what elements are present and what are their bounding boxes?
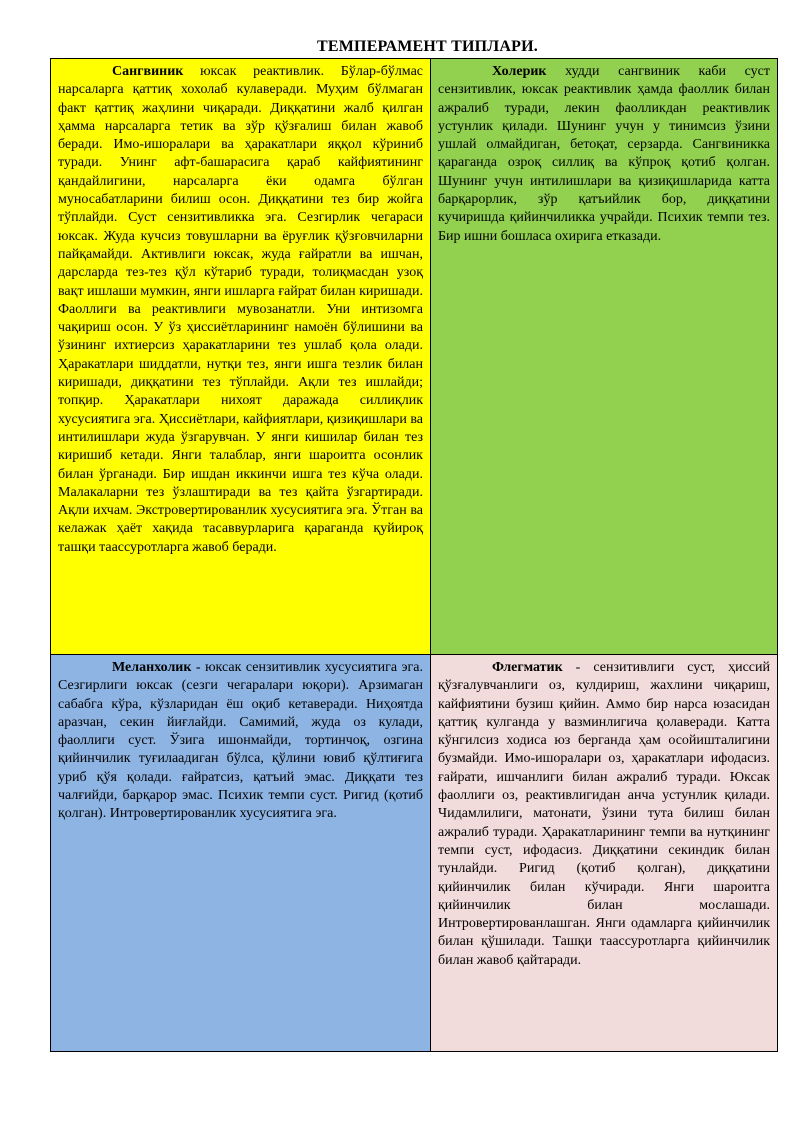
cell-phlegmatic	[431, 655, 778, 1052]
choleric-description: худди сангвиник каби суст сензитивлик, юксак реактивлик ҳамда фаоллик билан ажралиб туради, лекин фаолликдан реактивлик устунлик қилади. Шунинг учун у тинимсиз ўзини ушлай олмайдиган, бетоқат, серзарда. Сангвиникка қараганда озроқ силлиқ ва кўпроқ қотиб қолган. Шунинг учун интилишлари ва қизиқишларида катта барқарорлик, зўр қатъийлик бор, диққатини кучиришда қийинчиликка учрайди. Психик темпи тез. Бир ишни бошласа охирига етказади.	[438, 64, 770, 244]
choleric-paragraph	[438, 63, 770, 246]
melancholic-heading: Меланхолик	[112, 660, 192, 675]
melancholic-paragraph	[58, 659, 423, 824]
sanguine-heading: Сангвиник	[112, 64, 184, 79]
sanguine-description: юксак реактивлик. Бўлар-бўлмас нарсаларга қаттиқ хохолаб кулаверади. Муҳим бўлмаган факт қаттиқ жаҳлини чиқаради. Диққатини жалб қилган ҳамма нарсаларга тетик ва зўр қўзғалиш билан жавоб беради. Имо-ишоралари ва ҳаракатлари яққол кўриниб туради. Унинг афт-башарасига қараб кайфиятининг қандайлигини, нарсаларга ёки одамга бўлган муносабатларини билиш осон. Диққатини тез бир жойга тўплайди. Суст сензитивликка эга. Сезгирлик чегараси юксак. Жуда кучсиз товушларни ва ёруғлик қўзғовчиларни пайқамайди. Активлиги юксак, жуда ғайратли ва ишчан, дарсларда тез-тез қўл кўтариб туради, толиқмасдан узоқ вақт ишлаши мумкин, янги ишларга ғайрат билан киришади. Фаоллиги ва реактивлиги мувозанатли. Уни интизомга чақириш осон. У ўз ҳиссиётларининг намоён бўлишини ва ўзининг ихтиерсиз ҳаракатларини тез ушлаб қола олади. Ҳаракатлари шиддатли, нутқи тез, янги ишга тезлик билан киришади, диққатини тез тўплайди. Ақли тез ишлайди; топқир. Ҳаракатлари нихоят даражада силлиқлик хусусиятига эга. Ҳиссиётлари, кайфиятлари, қизиқишлари ва интилишлари жуда ўзгарувчан. У янги кишилар билан тез киришиб кетади. Янги талаблар, янги шароитга осонлик билан ўрганади. Бир ишдан иккинчи ишга тез кўча олади. Малакаларни тез ўзлаштиради ва тез қайта ўзгартиради. Ақли ихчам. Экстровертированлик хусусиятига эга. Ўтган ва келажак ҳаёт хақида тасаввурларига қараганда қуйироқ ташқи таассуротларга жавоб беради.	[58, 64, 423, 555]
table-row	[51, 59, 778, 655]
cell-sanguine	[51, 59, 431, 655]
temperament-table	[50, 58, 778, 1052]
cell-melancholic	[51, 655, 431, 1052]
phlegmatic-description: - сензитивлиги суст, ҳиссий қўзғалувчанлиги оз, кулдириш, жахлини чиқариш, кайфиятини бузиш қийин. Аммо бир нарса юзасидан қаттиқ кулганда у вазминлигича қолаверади. Катта кўнгилсиз ходиса юз берганда ҳам осойишталигини бузмайди. Имо-ишоралари оз, ҳаракатлари ифодасиз. ғайрати, ишчанлиги билан ажралиб туради. Юксак фаоллиги оз, реактивлигидан анча устунлик қилади. Чидамлилиги, матонати, ўзини тута билиш билан ажралиб туради. Ҳаракатларининг темпи ва нутқининг темпи суст, ифодасиз. Диққатини секиндик билан тунлайди. Ригид (қотиб қолган), диққатини қийинчилик билан кўчиради. Янги шароитга қийинчилик билан мослашади. Интровертированлашган. Янги одамларга қийинчилик билан қўшилади. Ташқи таассуротларга қийинчилик билан жавоб қайтаради.	[438, 660, 770, 968]
cell-choleric	[431, 59, 778, 655]
page-title: ТЕМПЕРАМЕНТ ТИПЛАРИ.	[317, 38, 538, 55]
table-row	[51, 655, 778, 1052]
phlegmatic-heading: Флегматик	[492, 660, 563, 675]
melancholic-description: - юксак сензитивлик хусусиятига эга. Сезгирлиги юксак (сезги чегаралари юқори). Арзимаган сабабга кўра, кўзларидан ёш оқиб кетаверади. Ниҳоятда аразчан, секин йиғлайди. Самимий, жуда оз кулади, фаоллиги суст. Ўзига ишонмайди, тортинчоқ, озгина қийинчилик туғилаадиган бўлса, қўлини ювиб қўлтиғига уриб қўя қолади. ғайратсиз, қатъий эмас. Диққати тез чалғийди, барқарор эмас. Психик темпи суст. Ригид (қотиб қолган). Интровертированлик хусусиятига эга.	[58, 660, 423, 822]
phlegmatic-paragraph	[438, 659, 770, 970]
choleric-heading: Холерик	[492, 64, 547, 79]
sanguine-paragraph	[58, 63, 423, 557]
